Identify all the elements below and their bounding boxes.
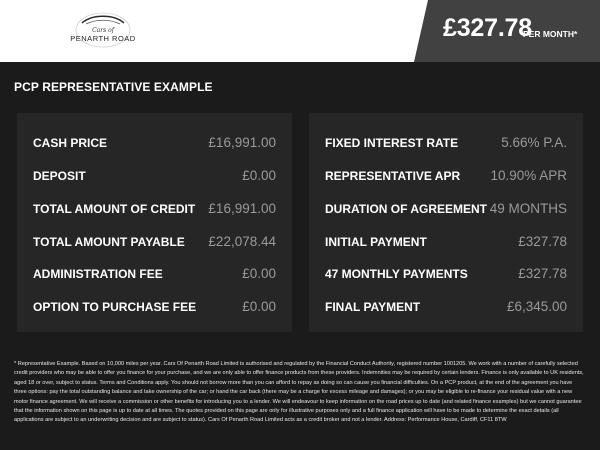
finance-row-apr xyxy=(309,166,583,186)
row-value: £327.78 xyxy=(518,266,567,281)
finance-row-cash-price xyxy=(17,133,292,153)
row-label: REPRESENTATIVE APR xyxy=(325,169,461,183)
finance-row-deposit xyxy=(17,166,292,186)
dealer-logo[interactable] xyxy=(70,10,136,50)
finance-row-final-payment xyxy=(309,297,583,317)
row-value: £6,345.00 xyxy=(506,299,567,314)
finance-row-monthly-payments xyxy=(309,264,583,284)
row-label: ADMINISTRATION FEE xyxy=(33,267,163,281)
monthly-price: £327.78 xyxy=(443,14,532,42)
finance-row-admin-fee xyxy=(17,264,292,284)
logo-name-text: PENARTH ROAD xyxy=(70,34,136,43)
row-value: £0.00 xyxy=(242,266,276,281)
row-value: 10.90% APR xyxy=(490,168,567,183)
row-label: FIXED INTEREST RATE xyxy=(325,136,459,150)
finance-row-initial-payment xyxy=(309,232,583,252)
site-header xyxy=(0,0,600,62)
row-value: 49 MONTHS xyxy=(489,201,567,216)
finance-row-total-credit xyxy=(17,199,292,219)
row-label: CASH PRICE xyxy=(33,136,108,150)
finance-row-total-payable xyxy=(17,232,292,252)
finance-row-duration xyxy=(309,199,583,219)
row-value: £16,991.00 xyxy=(208,135,276,150)
section-title: PCP REPRESENTATIVE EXAMPLE xyxy=(14,80,213,94)
row-value: £0.00 xyxy=(242,168,276,183)
row-value: £327.78 xyxy=(518,234,567,249)
logo-script-text: Cars of xyxy=(92,27,114,34)
row-label: TOTAL AMOUNT PAYABLE xyxy=(33,235,185,249)
per-month-label: PER MONTH* xyxy=(523,29,578,39)
row-value: £22,078.44 xyxy=(208,234,276,249)
row-label: DEPOSIT xyxy=(33,169,86,183)
row-label: 47 MONTHLY PAYMENTS xyxy=(325,267,468,281)
row-label: OPTION TO PURCHASE FEE xyxy=(33,300,197,314)
representative-example-disclaimer: * Representative Example. Based on 10,000 miles per year. Cars Of Penarth Road Limited is authorised and regulated by the Financial Conduct Authority, registered number 1001205. We work with a number of carefully selected credit providers who may be able to offer you finance for your purchase, and we are only able to offer finance products from these providers. Indemnities may be required by certain lenders. Finance is only available to UK residents, aged 18 or over, subject to status. Terms and Conditions apply. You should not borrow more than you can afford to repay as doing so can cause you financial difficulties. On a PCP product, at the end of the agreement you have three options: pay the total outstanding balance and take ownership of the car; or hand the car back (there may be a charge for excess mileage and damages); or you may be eligible to re-finance your residual value with a new motor finance agreement. We will receive a commission or other benefits for introducing you to a lender. We will endeavour to keep information on the road prices up to date (and related finance examples) but we cannot guarantee that the information shown on this page is up to date at all times. The quotes provided on this page are only for illustrative purposes only and a full finance application will have to be made to determine the exact details (all applications are subject to an underwriting decision and are subject to status). Cars Of Penarth Road Limited acts as a credit broker and not a lender. Address: Performance House, Cardiff, CF11 8TW xyxy=(14,361,584,424)
row-value: £0.00 xyxy=(242,299,276,314)
row-label: FINAL PAYMENT xyxy=(325,300,421,314)
row-value: £16,991.00 xyxy=(208,201,276,216)
row-label: DURATION OF AGREEMENT xyxy=(325,202,487,216)
finance-details-right-panel xyxy=(309,113,583,332)
row-value: 5.66% P.A. xyxy=(501,135,567,150)
finance-row-interest-rate xyxy=(309,133,583,153)
finance-row-option-fee xyxy=(17,297,292,317)
row-label: TOTAL AMOUNT OF CREDIT xyxy=(33,202,196,216)
row-label: INITIAL PAYMENT xyxy=(325,235,427,249)
finance-details-left-panel xyxy=(17,113,292,332)
